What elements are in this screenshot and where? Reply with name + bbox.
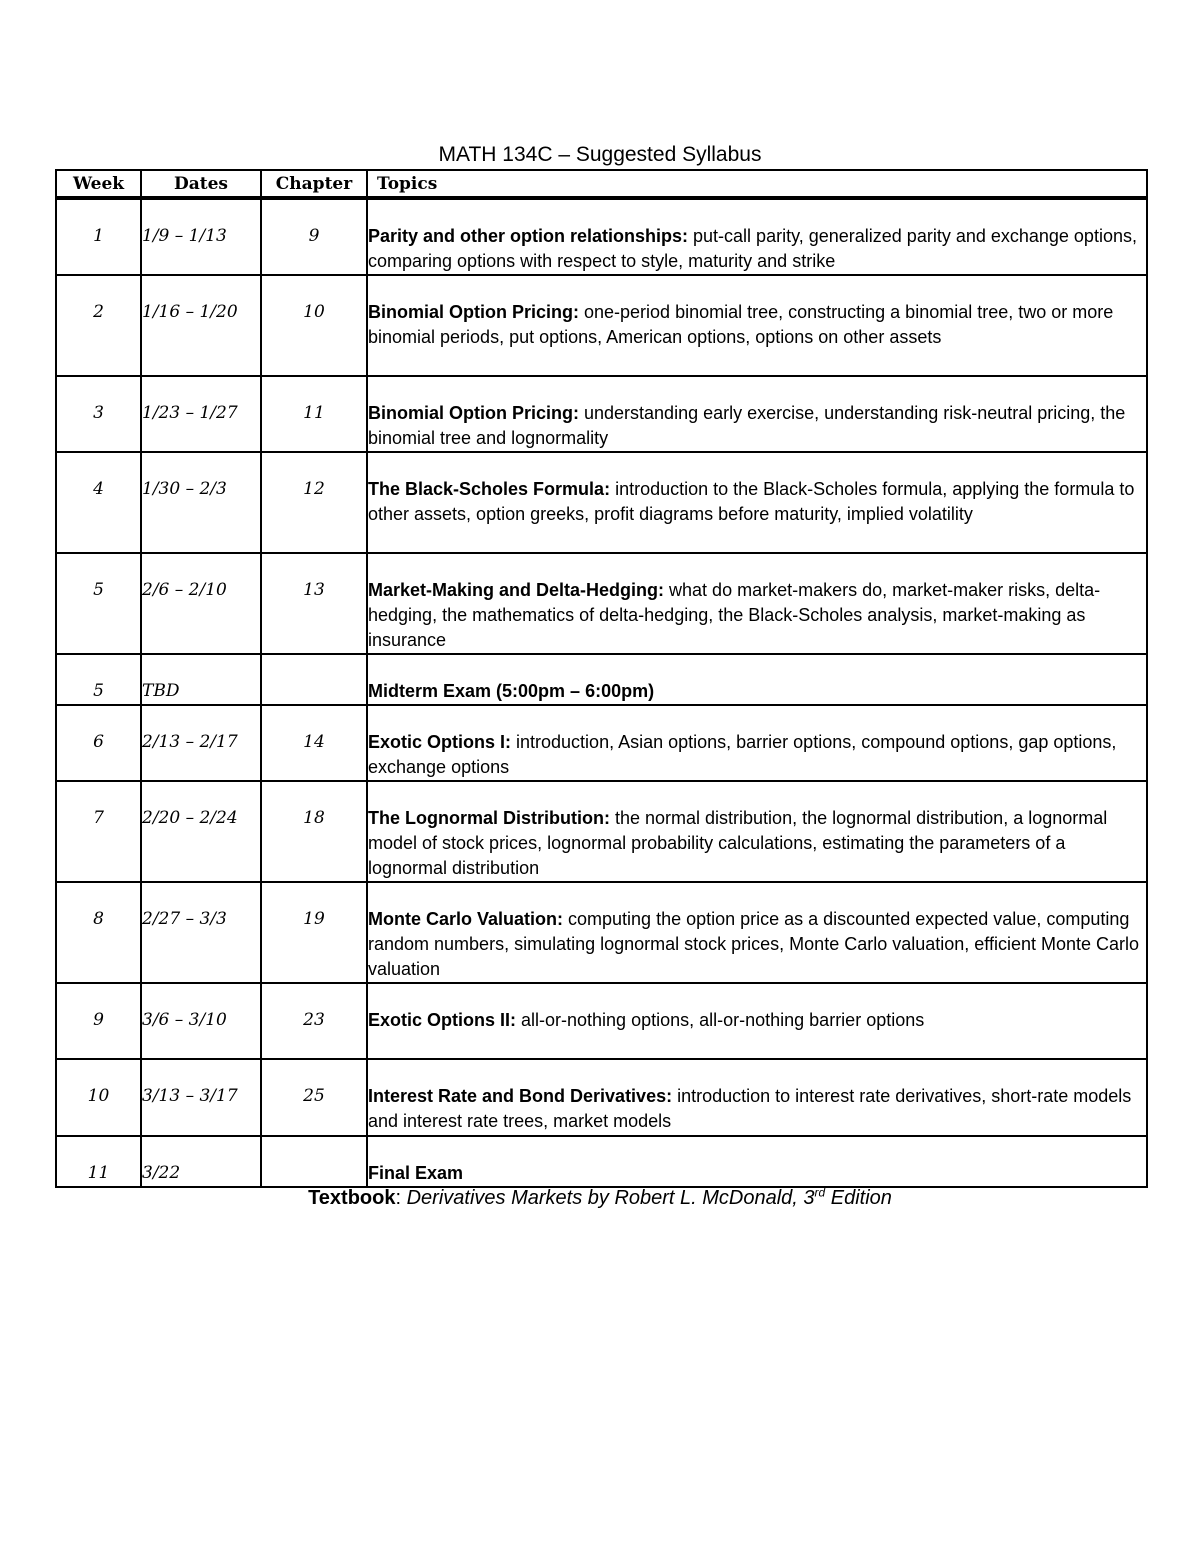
topic-title: The Black-Scholes Formula: [368, 479, 611, 499]
dates-cell: 1/9 – 1/13 [141, 198, 261, 275]
topic-cell [367, 781, 1147, 882]
week-cell: 6 [56, 705, 141, 781]
table-row [56, 1059, 1147, 1136]
week-cell: 9 [56, 983, 141, 1059]
dates-cell: 2/20 – 2/24 [141, 781, 261, 882]
topic-cell [367, 882, 1147, 983]
week-cell: 3 [56, 376, 141, 452]
dates-cell: 2/27 – 3/3 [141, 882, 261, 983]
topic-title: Parity and other option relationships: [368, 226, 689, 246]
dates-cell: 1/16 – 1/20 [141, 275, 261, 376]
syllabus-table [55, 169, 1148, 1188]
table-row [56, 983, 1147, 1059]
topic-title: Interest Rate and Bond Derivatives: [368, 1086, 673, 1106]
topic-title: Binomial Option Pricing: [368, 403, 579, 423]
chapter-cell: 9 [261, 198, 367, 275]
table-row [56, 1136, 1147, 1187]
topic-cell [367, 376, 1147, 452]
topic-title: Exotic Options I: [368, 732, 512, 752]
textbook-footer [0, 1185, 1200, 1211]
dates-cell: 2/6 – 2/10 [141, 553, 261, 654]
page-title: MATH 134C – Suggested Syllabus [438, 143, 762, 166]
chapter-cell: 13 [261, 553, 367, 654]
week-cell: 5 [56, 654, 141, 705]
dates-cell: 3/6 – 3/10 [141, 983, 261, 1059]
topic-cell [367, 1059, 1147, 1136]
week-cell: 10 [56, 1059, 141, 1136]
table-row [56, 882, 1147, 983]
chapter-cell: 12 [261, 452, 367, 553]
column-header-dates: Dates [141, 170, 261, 198]
week-cell: 4 [56, 452, 141, 553]
week-cell: 2 [56, 275, 141, 376]
column-header-topics: Topics [367, 170, 1147, 198]
dates-cell: 2/13 – 2/17 [141, 705, 261, 781]
topic-cell [367, 553, 1147, 654]
dates-cell: 1/23 – 1/27 [141, 376, 261, 452]
chapter-cell: 18 [261, 781, 367, 882]
chapter-cell: 23 [261, 983, 367, 1059]
topic-title: The Lognormal Distribution: [368, 808, 610, 828]
chapter-cell: 10 [261, 275, 367, 376]
table-header-row [56, 170, 1147, 198]
topic-text: what do market-makers do, market-maker risks, delta-hedging, the mathematics of delta-hedging, the Black-Scholes analysis, market-making as insurance [368, 580, 1101, 650]
table-row [56, 781, 1147, 882]
topic-text: one-period binomial tree, constructing a binomial tree, two or more binomial periods, put options, American options, options on other assets [368, 302, 1114, 347]
table-row [56, 654, 1147, 705]
topic-title: Market-Making and Delta-Hedging: [368, 580, 665, 600]
chapter-cell [261, 654, 367, 705]
week-cell: 1 [56, 198, 141, 275]
chapter-cell: 19 [261, 882, 367, 983]
topic-text: computing the option price as a discounted expected value, computing random numbers, simulating lognormal stock prices, Monte Carlo valuation, efficient Monte Carlo valuation [368, 909, 1140, 979]
table-row [56, 452, 1147, 553]
dates-cell: TBD [141, 654, 261, 705]
table-row [56, 553, 1147, 654]
topic-text: put-call parity, generalized parity and exchange options, comparing options with respect to style, maturity and strike [368, 226, 1137, 271]
chapter-cell: 14 [261, 705, 367, 781]
topic-text: the normal distribution, the lognormal distribution, a lognormal model of stock prices, lognormal probability calculations, estimating the parameters of a lognormal distribution [368, 808, 1108, 878]
textbook-separator: : [395, 1187, 407, 1209]
week-cell: 7 [56, 781, 141, 882]
topic-title: Monte Carlo Valuation: [368, 909, 564, 929]
dates-cell: 3/22 [141, 1136, 261, 1187]
chapter-cell [261, 1136, 367, 1187]
table-row [56, 198, 1147, 275]
chapter-cell: 25 [261, 1059, 367, 1136]
textbook-edition-label: Edition [825, 1187, 892, 1209]
topic-title: Final Exam [368, 1163, 464, 1183]
topic-title: Exotic Options II: [368, 1010, 517, 1030]
table-row [56, 376, 1147, 452]
column-header-week: Week [56, 170, 141, 198]
textbook-label: Textbook [308, 1187, 396, 1209]
chapter-cell: 11 [261, 376, 367, 452]
textbook-title [407, 1187, 892, 1209]
topic-text: introduction to the Black-Scholes formula, applying the formula to other assets, option greeks, profit diagrams before maturity, implied volatility [368, 479, 1135, 524]
topic-cell [367, 654, 1147, 705]
topic-title: Midterm Exam (5:00pm – 6:00pm) [368, 681, 655, 701]
week-cell: 8 [56, 882, 141, 983]
topic-text: introduction to interest rate derivatives, short-rate models and interest rate trees, market models [368, 1086, 1132, 1131]
topic-cell [367, 1136, 1147, 1187]
topic-cell [367, 198, 1147, 275]
topic-text: introduction, Asian options, barrier options, compound options, gap options, exchange options [368, 732, 1117, 777]
textbook-title-text: Derivatives Markets by Robert L. McDonald, 3 [406, 1187, 815, 1209]
table-row [56, 275, 1147, 376]
textbook-edition-suffix: rd [814, 1185, 826, 1200]
topic-text: all-or-nothing options, all-or-nothing barrier options [516, 1010, 925, 1030]
week-cell: 5 [56, 553, 141, 654]
topic-cell [367, 275, 1147, 376]
topic-text: understanding early exercise, understanding risk-neutral pricing, the binomial tree and lognormality [368, 403, 1126, 448]
dates-cell: 1/30 – 2/3 [141, 452, 261, 553]
column-header-chapter: Chapter [261, 170, 367, 198]
topic-cell [367, 705, 1147, 781]
dates-cell: 3/13 – 3/17 [141, 1059, 261, 1136]
topic-cell [367, 983, 1147, 1059]
week-cell: 11 [56, 1136, 141, 1187]
topic-title: Binomial Option Pricing: [368, 302, 579, 322]
topic-cell [367, 452, 1147, 553]
table-row [56, 705, 1147, 781]
